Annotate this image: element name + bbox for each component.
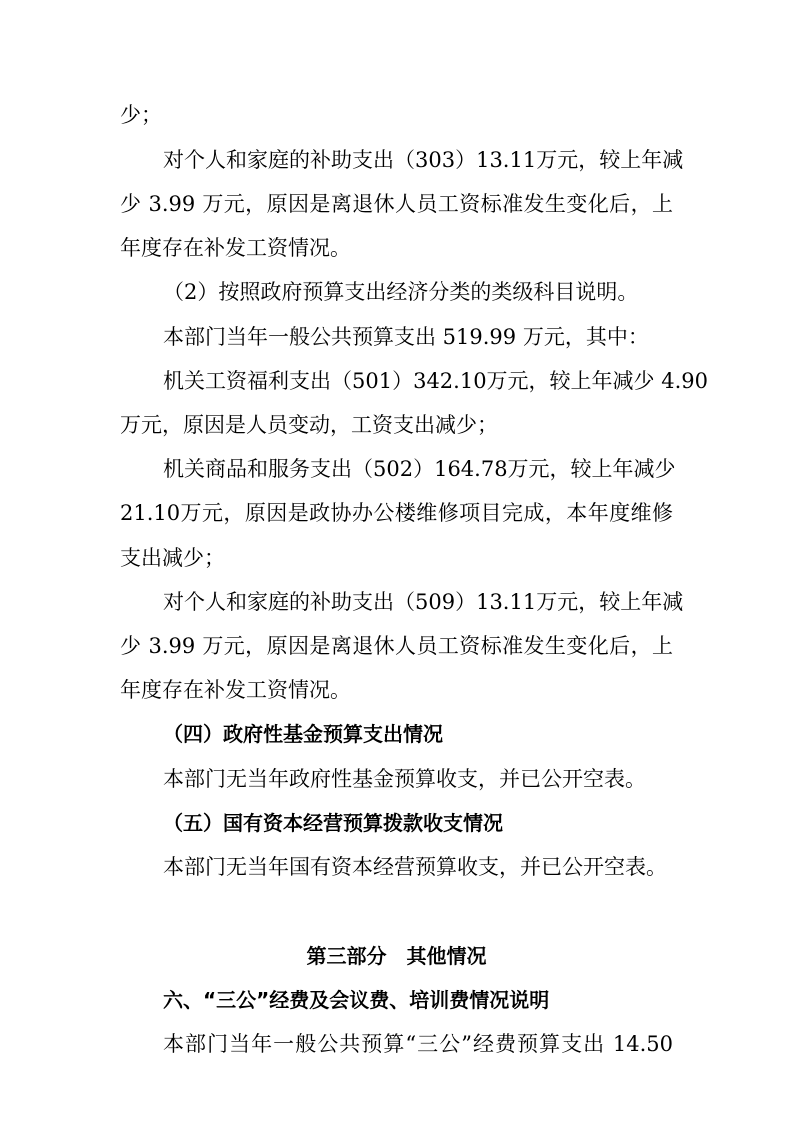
text-line: 支出减少； [120,546,225,570]
text-line: 本部门当年一般公共预算“三公”经费预算支出 14.50 [163,1032,673,1056]
text-line: 少 3.99 万元，原因是离退休人员工资标准发生变化后，上 [120,192,673,216]
text-line: 万元，原因是人员变动，工资支出减少； [120,413,498,437]
text-line: （2）按照政府预算支出经济分类的类级科目说明。 [163,280,639,304]
section-heading: （五）国有资本经营预算拨款收支情况 [163,811,503,835]
text-line: 机关工资福利支出（501）342.10万元，较上年减少 4.90 [163,369,708,393]
text-line: 本部门无当年政府性基金预算收支，并已公开空表。 [163,767,646,791]
part-title: 第三部分 其他情况 [306,944,487,968]
text-line: 对个人和家庭的补助支出（509）13.11万元，较上年减 [163,590,684,614]
text-line: 少； [120,103,162,127]
text-line: 本部门无当年国有资本经营预算收支，并已公开空表。 [163,855,667,879]
text-line: 对个人和家庭的补助支出（303）13.11万元，较上年减 [163,148,684,172]
text-line: 少 3.99 万元，原因是离退休人员工资标准发生变化后，上 [120,634,673,658]
text-line: 年度存在补发工资情况。 [120,236,351,260]
text-line: 本部门当年一般公共预算支出 519.99 万元，其中： [163,325,649,349]
text-line: 年度存在补发工资情况。 [120,678,351,702]
text-line: 21.10万元，原因是政协办公楼维修项目完成，本年度维修 [120,501,673,525]
section-heading: 六、“三公”经费及会议费、培训费情况说明 [163,988,550,1012]
text-line: 机关商品和服务支出（502）164.78万元，较上年减少 [163,457,676,481]
section-heading: （四）政府性基金预算支出情况 [163,722,443,746]
